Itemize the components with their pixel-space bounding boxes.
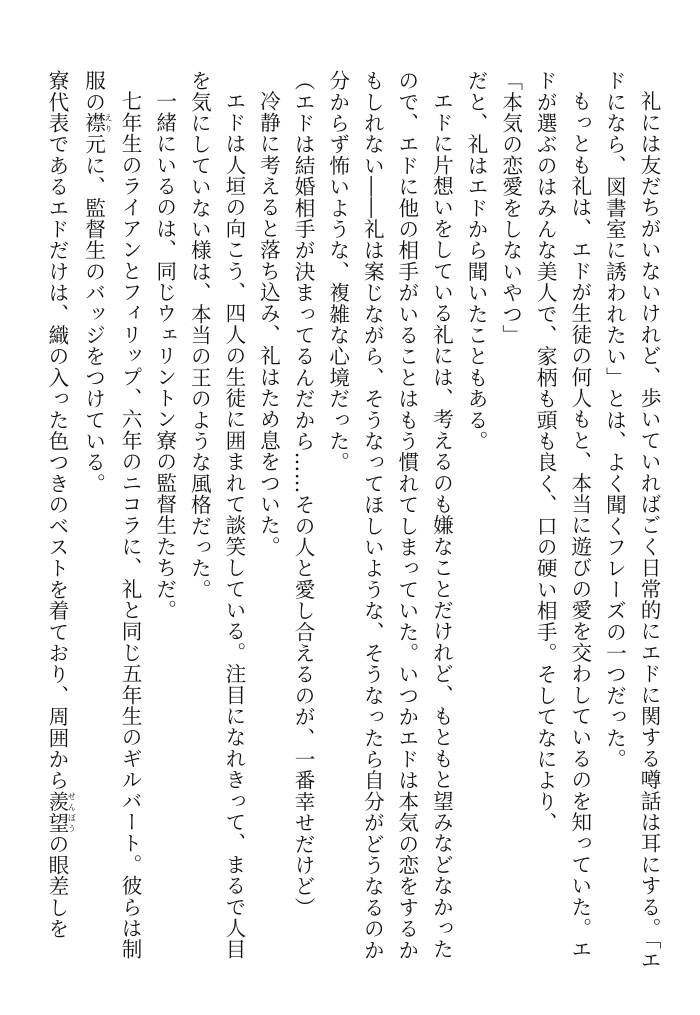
text-line-17 — [76, 70, 113, 980]
text-line-16 — [113, 70, 148, 980]
line-text: もしれない――礼は案じながら、そうなってほしいような、そうなったら自分がどうなるのか — [360, 70, 385, 961]
line-text: だと、礼はエドから聞いたこともある。 — [464, 70, 489, 452]
ruby-base: 襟 — [81, 112, 106, 134]
line-text: ドが選ぶのはみんな美人で、家柄も頭も良く、口の硬い相手。そしてなにより、 — [533, 70, 558, 834]
text-line-15 — [147, 70, 182, 980]
line-text: 礼には友だちがいないけれど、歩いていればごく日常的にエドに関する噂話は耳にする。「エ — [637, 90, 661, 971]
line-text: エドは人垣の向こう、四人の生徒に囲まれて談笑している。注目になれきって、まるで人目 — [221, 90, 246, 960]
furigana-ruby — [44, 790, 77, 834]
line-text: エドに片想いをしている礼には、考えるのも嫌なことだけれど、もともと望みなどなかった — [429, 90, 454, 960]
line-text-after: 元に、監督生のバッジをつけている。 — [81, 133, 106, 495]
text-line-13 — [216, 70, 251, 980]
line-text: 分からず怖いような、複雑な心境だった。 — [325, 70, 350, 473]
ruby-reading: せんぼう — [67, 790, 77, 834]
text-line-8 — [389, 70, 424, 980]
line-text: 七年生のライアンとフィリップ、六年のニコラに、礼と同じ五年生のギルバート。彼らは制 — [118, 90, 143, 960]
text-line-11 — [285, 70, 320, 980]
furigana-ruby — [81, 112, 113, 134]
line-text: ので、エドに他の相手がいることはもう慣れてしまっていた。いつかエドは本気の恋をするか — [394, 70, 419, 961]
text-line-10 — [320, 70, 355, 980]
text-line-5 — [493, 70, 528, 980]
line-text: を気にしていない様は、本当の王のような風格だった。 — [187, 70, 212, 600]
text-line-7 — [424, 70, 459, 980]
ruby-base: 羨望 — [44, 790, 69, 834]
text-line-18 — [39, 70, 76, 980]
line-text: 一緒にいるのは、同じウェリントン寮の監督生たちだ。 — [152, 90, 177, 621]
line-text-after: の眼差しを — [44, 833, 69, 940]
text-line-6 — [458, 70, 493, 980]
line-text: 「本気の恋愛をしないやつ」 — [498, 70, 523, 346]
line-text-before: 寮代表であるエドだけは、織の入った色つきのベストを着ており、周囲から — [44, 70, 69, 791]
text-line-9 — [355, 70, 390, 980]
line-text: ドになら、図書室に誘われたい」とは、よく聞くフレーズの一つだった。 — [602, 70, 627, 770]
vertical-text-body — [44, 70, 666, 980]
ruby-reading: えり — [104, 112, 113, 134]
text-line-4 — [528, 70, 563, 980]
line-text: もっとも礼は、エドが生徒の何人もと、本当に遊びの愛を交わしているのを知っていた。エ — [567, 90, 592, 960]
text-line-12 — [251, 70, 286, 980]
line-text-before: 服の — [81, 70, 106, 113]
line-text: （エドは結婚相手が決まってるんだから……その人と愛し合えるのが、一番幸せだけど） — [291, 70, 316, 918]
text-line-14 — [182, 70, 217, 980]
line-text: 冷静に考えると落ち込み、礼はため息をついた。 — [256, 90, 281, 557]
text-line-3 — [562, 70, 597, 980]
text-line-2 — [597, 70, 632, 980]
text-line-1 — [631, 70, 666, 980]
